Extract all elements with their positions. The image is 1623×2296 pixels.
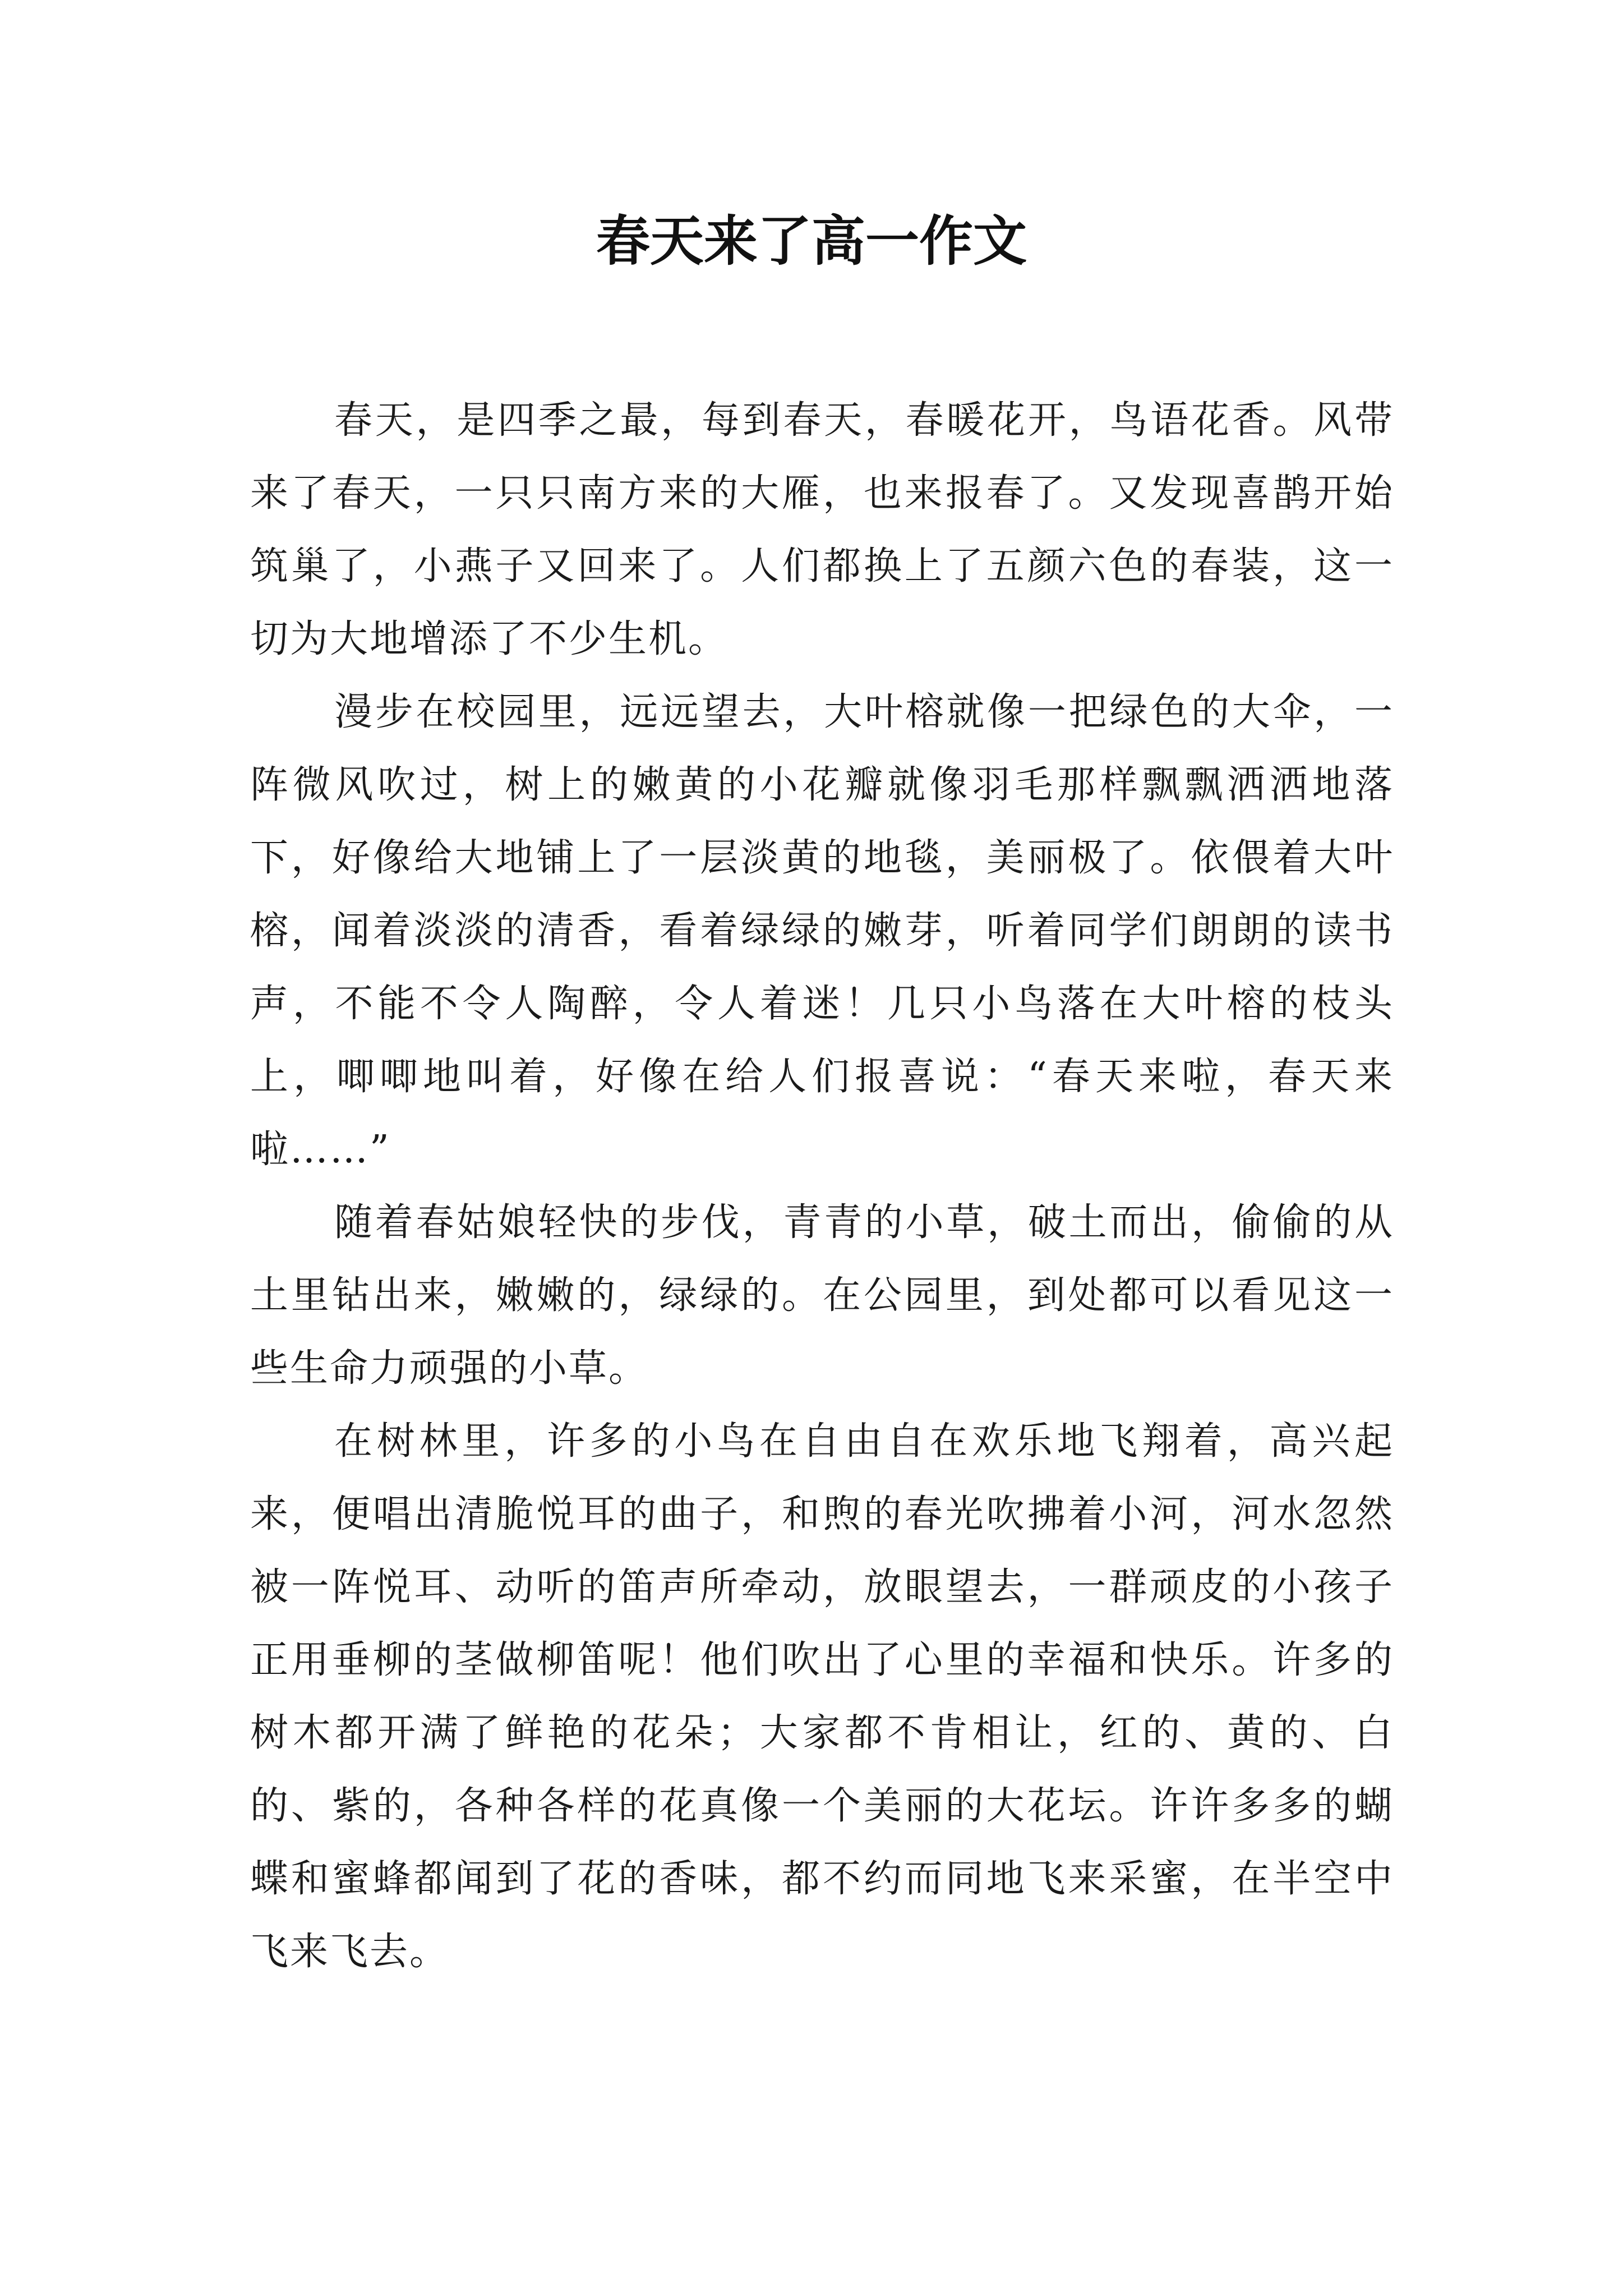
paragraph-4: 在树林里，许多的小鸟在自由自在欢乐地飞翔着，高兴起来，便唱出清脆悦耳的曲子，和煦的春光吹拂着小河，河水忽然被一阵悦耳、动听的笛声所牵动，放眼望去，一群顽皮的小孩子正用垂柳的茎做柳笛呢！他们吹出了心里的幸福和快乐。许多的树木都开满了鲜艳的花朵；大家都不肯相让，红的、黄的、白的、紫的，各种各样的花真像一个美丽的大花坛。许许多多的蝴蝶和蜜蜂都闻到了花的香味，都不约而同地飞来采蜜，在半空中飞来飞去。: [250, 1419, 1394, 1974]
paragraph-2: 漫步在校园里，远远望去，大叶榕就像一把绿色的大伞，一阵微风吹过，树上的嫩黄的小花瓣就像羽毛那样飘飘洒洒地落下，好像给大地铺上了一层淡黄的地毯，美丽极了。依偎着大叶榕，闻着淡淡的清香，看着绿绿的嫩芽，听着同学们朗朗的读书声，不能不令人陶醉，令人着迷！几只小鸟落在大叶榕的枝头上，唧唧地叫着，好像在给人们报喜说：“春天来啦，春天来啦……”: [250, 690, 1394, 1172]
document-body: [250, 384, 1394, 1989]
document-title: 春天来了高一作文: [596, 209, 1027, 273]
paragraph-3: 随着春姑娘轻快的步伐，青青的小草，破土而出，偷偷的从土里钻出来，嫩嫩的，绿绿的。在公园里，到处都可以看见这一些生命力顽强的小草。: [250, 1200, 1394, 1391]
paragraph-1: 春天，是四季之最，每到春天，春暖花开，鸟语花香。风带来了春天，一只只南方来的大雁，也来报春了。又发现喜鹊开始筑巢了，小燕子又回来了。人们都换上了五颜六色的春装，这一切为大地增添了不少生机。: [250, 398, 1394, 661]
